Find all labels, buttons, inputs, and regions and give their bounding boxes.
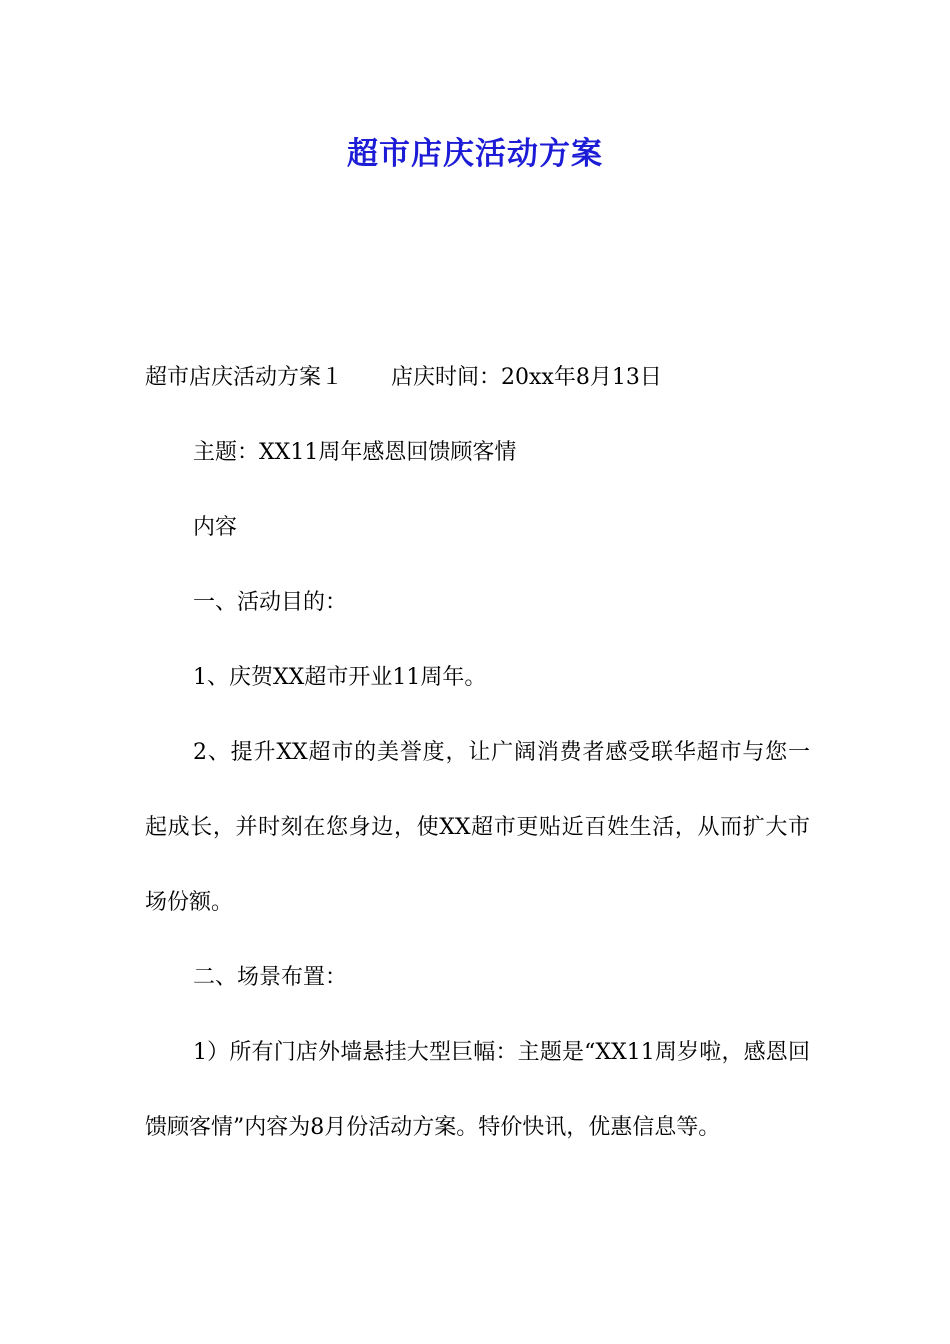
purpose-item-1: 1、庆贺XX超市开业11周年。 [193, 665, 487, 690]
purpose-item-2: 2、提升XX超市的美誉度，让广阔消费者感受联华超市与您一起成长，并时刻在您身边，使XX超市更贴近百姓生活，从而扩大市场份额。 [145, 740, 810, 915]
document-body [145, 340, 810, 1165]
anniversary-date: 店庆时间：20xx年8月13日 [391, 365, 662, 390]
scene-item-1: 1）所有门店外墙悬挂大型巨幅：主题是“XX11周岁啦，感恩回馈顾客情”内容为8月份活动方案。特价快讯，优惠信息等。 [145, 1040, 810, 1140]
theme-paragraph: 主题：XX11周年感恩回馈顾客情 [193, 440, 517, 465]
plan-label: 超市店庆活动方案１ [145, 365, 344, 390]
section-heading-purpose: 一、活动目的： [193, 590, 348, 615]
heading-line [145, 340, 810, 415]
content-heading: 内容 [193, 515, 238, 540]
document-title: 超市店庆活动方案 [347, 136, 603, 172]
section-heading-scene: 二、场景布置： [193, 965, 348, 990]
